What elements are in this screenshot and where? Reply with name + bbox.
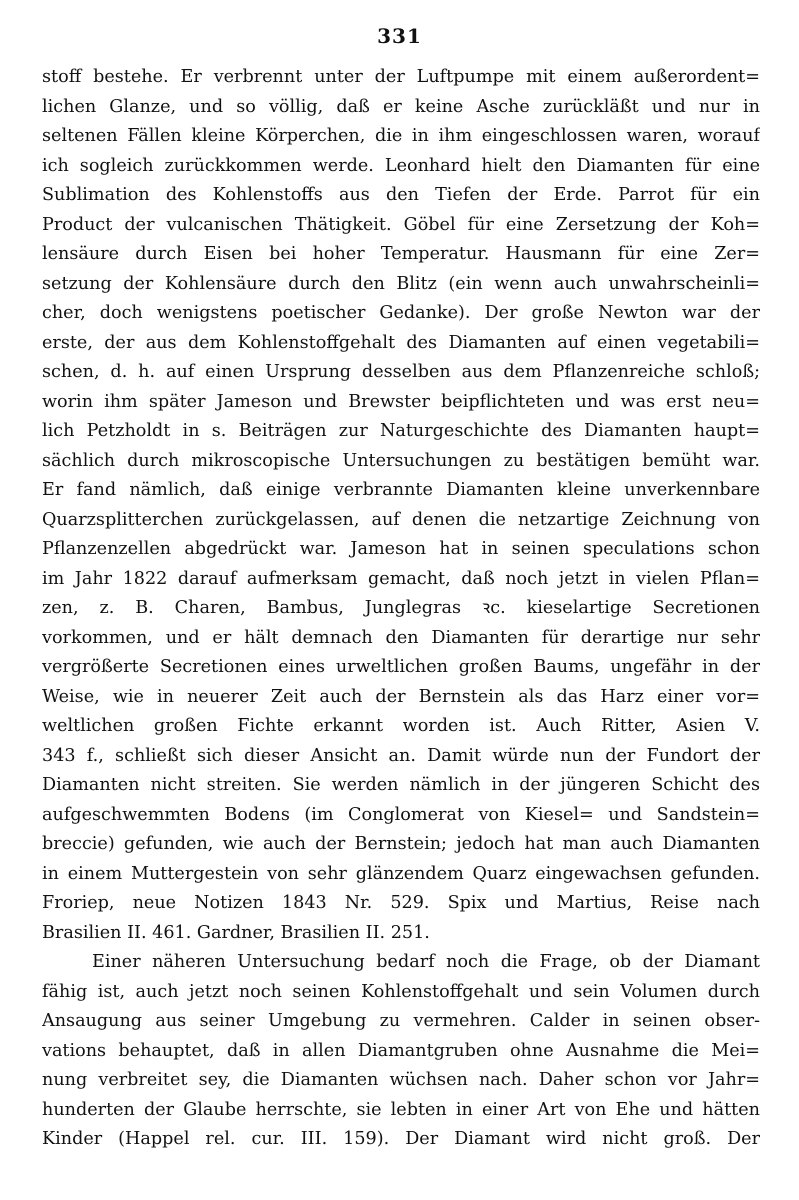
text-line: Kinder (Happel rel. cur. III. 159). Der Diamant wird nicht groß. Der: [42, 1129, 760, 1149]
text-line: lich Petzholdt in s. Beiträgen zur Naturgeschichte des Diamanten haupt=: [42, 421, 760, 441]
text-line: ich sogleich zurückkommen werde. Leonhard hielt den Diamanten für eine: [42, 155, 760, 176]
text-line: setzung der Kohlensäure durch den Blitz (ein wenn auch unwahrscheinli=: [42, 273, 760, 294]
text-line: vergrößerte Secretionen eines urweltlichen großen Baums, ungefähr in der: [42, 657, 760, 677]
text-line-last: Brasilien II. 461. Gardner, Brasilien II. 251.: [42, 922, 430, 943]
text-line: lichen Glanze, und so völlig, daß er keine Asche zurückläßt und nur in: [42, 96, 760, 117]
text-line: cher, doch wenigstens poetischer Gedanke). Der große Newton war der: [42, 303, 760, 323]
text-line: schen, d. h. auf einen Ursprung desselben aus dem Pflanzenreiche schloß;: [42, 362, 760, 382]
text-line: weltlichen großen Fichte erkannt worden ist. Auch Ritter, Asien V.: [42, 716, 760, 736]
text-line: stoff bestehe. Er verbrennt unter der Luftpumpe mit einem außerordent=: [42, 67, 760, 87]
text-line: zen, z. B. Charen, Bambus, Junglegras ꝛc. kieselartige Secretionen: [42, 598, 760, 618]
text-line: hunderten der Glaube herrschte, sie lebten in einer Art von Ehe und hätten: [42, 1099, 760, 1120]
paragraph-1: [42, 63, 760, 948]
text-line: erste, der aus dem Kohlenstoffgehalt des Diamanten auf einen vegetabili=: [42, 332, 760, 353]
page-number: 331: [377, 24, 422, 48]
text-line: sächlich durch mikroscopische Untersuchungen zu bestätigen bemüht war.: [42, 450, 760, 471]
text-line: fähig ist, auch jetzt noch seinen Kohlenstoffgehalt und sein Volumen durch: [42, 981, 760, 1002]
text-line: Diamanten nicht streiten. Sie werden nämlich in der jüngeren Schicht des: [42, 775, 760, 795]
text-line: lensäure durch Eisen bei hoher Temperatur. Hausmann für eine Zer=: [42, 244, 760, 264]
text-line-indented: Einer näheren Untersuchung bedarf noch die Frage, ob der Diamant: [92, 952, 760, 972]
text-line: Er fand nämlich, daß einige verbrannte Diamanten kleine unverkennbare: [42, 480, 760, 500]
text-line: seltenen Fällen kleine Körperchen, die in ihm eingeschlossen waren, worauf: [42, 126, 760, 146]
text-line: Pflanzenzellen abgedrückt war. Jameson hat in seinen speculations schon: [42, 539, 760, 559]
text-line: vorkommen, und er hält demnach den Diamanten für derartige nur sehr: [42, 627, 760, 648]
paragraph-2: [42, 948, 760, 1155]
text-line: breccie) gefunden, wie auch der Bernstein; jedoch hat man auch Diamanten: [42, 834, 760, 854]
text-line: in einem Muttergestein von sehr glänzendem Quarz eingewachsen gefunden.: [42, 863, 760, 884]
text-line: vations behauptet, daß in allen Diamantgruben ohne Ausnahme die Mei=: [42, 1040, 760, 1061]
text-line: worin ihm später Jameson und Brewster beipflichteten und was erst neu=: [42, 391, 760, 412]
text-line: Ansaugung aus seiner Umgebung zu vermehren. Calder in seinen obser-: [42, 1011, 760, 1031]
text-line: Froriep, neue Notizen 1843 Nr. 529. Spix und Martius, Reise nach: [42, 893, 760, 913]
text-line: nung verbreitet sey, die Diamanten wüchsen nach. Daher schon vor Jahr=: [42, 1070, 760, 1090]
text-line: Product der vulcanischen Thätigkeit. Göbel für eine Zersetzung der Koh=: [42, 214, 760, 235]
text-line: Weise, wie in neuerer Zeit auch der Bernstein als das Harz einer vor=: [42, 686, 760, 707]
text-line: Quarzsplitterchen zurückgelassen, auf denen die netzartige Zeichnung von: [42, 509, 760, 530]
text-line: 343 f., schließt sich dieser Ansicht an. Damit würde nun der Fundort der: [42, 745, 760, 766]
text-line: im Jahr 1822 darauf aufmerksam gemacht, daß noch jetzt in vielen Pflan=: [42, 568, 760, 589]
text-line: Sublimation des Kohlenstoffs aus den Tiefen der Erde. Parrot für ein: [42, 185, 760, 205]
text-line: aufgeschwemmten Bodens (im Conglomerat von Kiesel= und Sandstein=: [42, 804, 760, 825]
